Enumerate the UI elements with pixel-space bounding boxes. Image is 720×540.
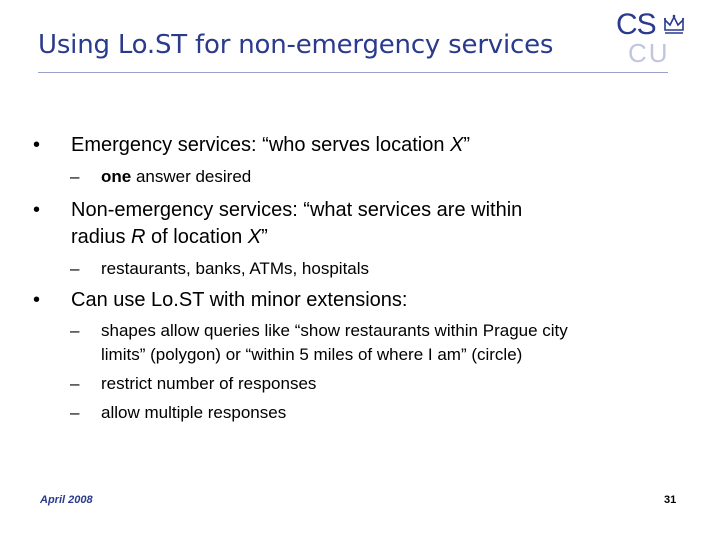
sub-bullet-dash: – bbox=[70, 259, 80, 278]
sub-bullet-text-continuation: limits” (polygon) or “within 5 miles of where I am” (circle) bbox=[101, 345, 523, 364]
footer-date: April 2008 bbox=[40, 494, 93, 506]
sub-bullet-dash: – bbox=[70, 374, 80, 393]
bullet-dot: • bbox=[33, 199, 41, 221]
logo-cs-text: CS bbox=[616, 8, 656, 41]
sub-bullet-dash: – bbox=[70, 321, 80, 340]
sub-bullet-dash: – bbox=[70, 167, 80, 186]
sub-bullet-text: shapes allow queries like “show restaurants within Prague city bbox=[101, 321, 568, 340]
bullet-dot: • bbox=[33, 289, 41, 311]
sub-bullet-dash: – bbox=[70, 403, 80, 422]
slide-title: Using Lo.ST for non-emergency services bbox=[38, 30, 554, 60]
sub-bullet-text: allow multiple responses bbox=[101, 403, 287, 422]
bullet-text-continuation: radius R of location X” bbox=[71, 226, 268, 248]
sub-bullet-text: restrict number of responses bbox=[101, 374, 317, 393]
sub-bullet-text: one answer desired bbox=[101, 167, 252, 186]
bullet-text: Can use Lo.ST with minor extensions: bbox=[71, 289, 408, 311]
page-number: 31 bbox=[664, 494, 677, 506]
bullet-text: Non-emergency services: “what services are within bbox=[71, 199, 523, 221]
bullet-text: Emergency services: “who serves location X” bbox=[71, 134, 471, 156]
bullet-dot: • bbox=[33, 134, 41, 156]
logo-cu-text: CU bbox=[628, 38, 670, 68]
sub-bullet-text: restaurants, banks, ATMs, hospitals bbox=[101, 259, 370, 278]
